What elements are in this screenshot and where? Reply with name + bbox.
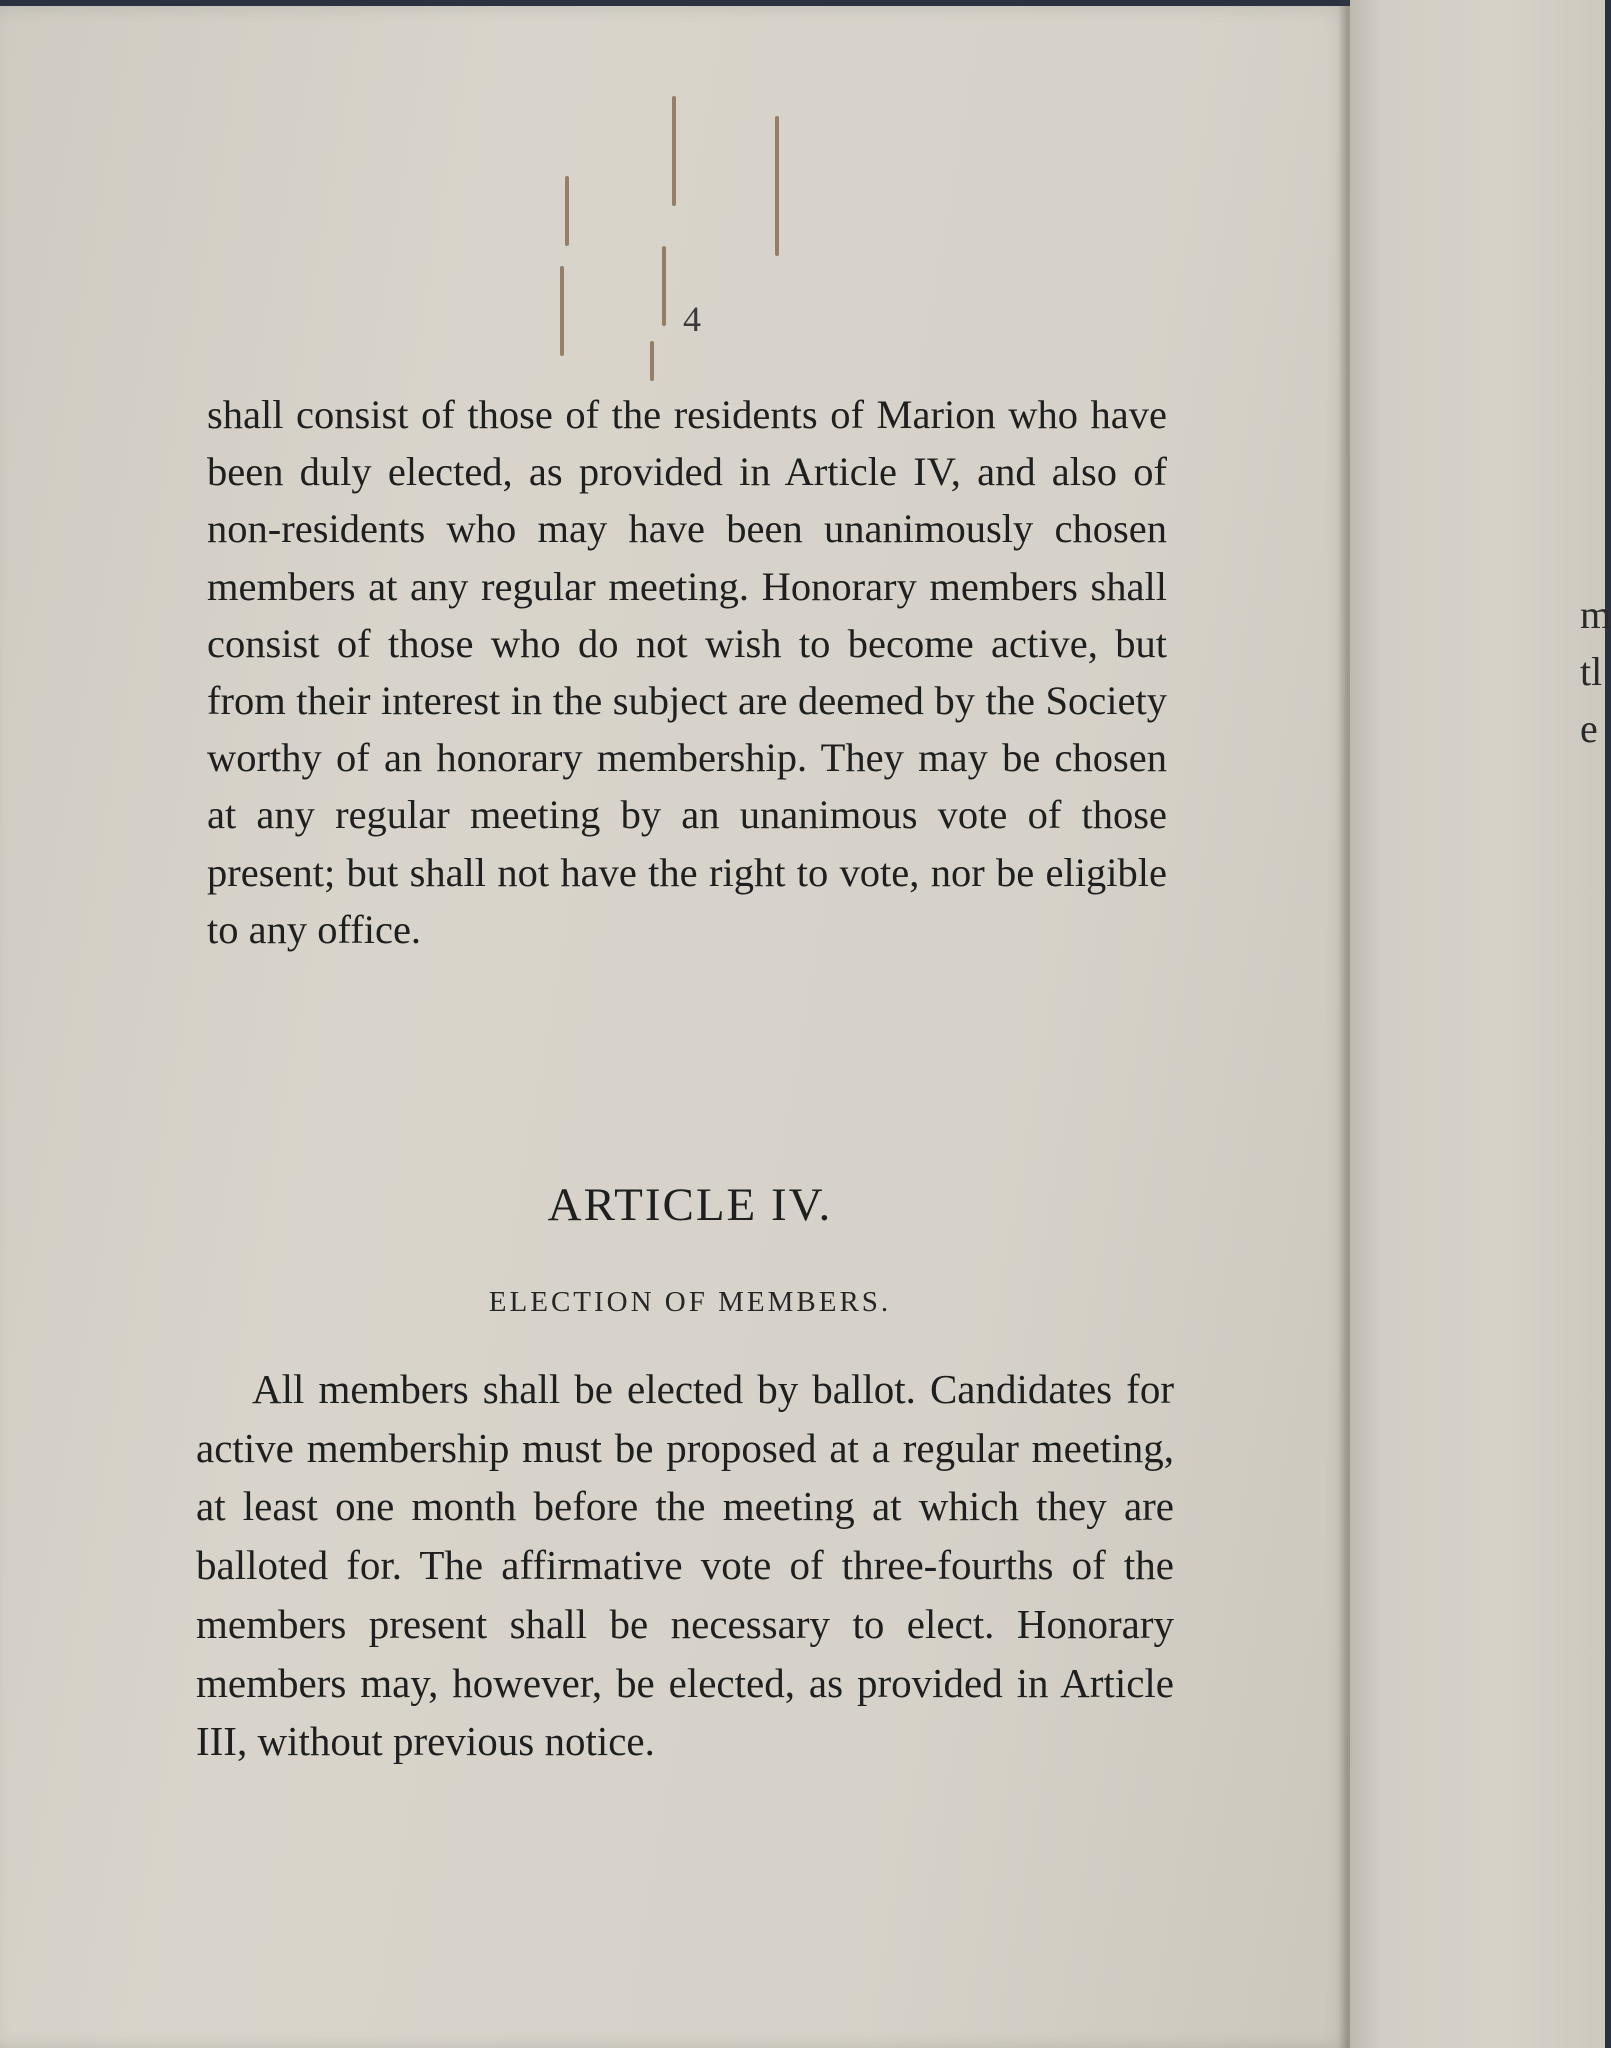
article-heading: ARTICLE IV.	[547, 1179, 833, 1231]
right-page-fragment: e	[1580, 706, 1598, 751]
article-subheading: ELECTION OF MEMBERS.	[488, 1286, 892, 1318]
left-page	[0, 6, 1350, 2048]
page-number: 4	[683, 299, 701, 339]
stain-mark	[672, 96, 676, 206]
stain-mark	[560, 266, 564, 356]
stain-mark	[775, 116, 779, 256]
paragraph-membership: shall consist of those of the residents of Marion who have been duly elected, as provided in Article IV, and also of non-residents who may have been unanimously chosen members at any regular meeting. Honorary members shall consist of those who do not wish to become active, but from their interest in the subject are deemed by the Society worthy of an honorary membership. They may be chosen at any regular meeting by an unanimous vote of those present; but shall not have the right to vote, nor be eligible to any office.	[207, 392, 1167, 952]
right-page-fragment: m	[1580, 592, 1611, 637]
stain-mark	[662, 246, 666, 326]
stain-mark	[565, 176, 569, 246]
right-page-fragment: tl	[1580, 649, 1603, 694]
stain-mark	[650, 341, 654, 381]
right-page	[1350, 0, 1611, 2048]
paragraph-election: All members shall be elected by ballot. Candidates for active membership must be proposed at a regular meeting, at least one month before the meeting at which they are balloted for. The affirmative vote of three-fourths of the members present shall be necessary to elect. Honorary members may, however, be elected, as provided in Article III, without previous notice.	[196, 1366, 1174, 1765]
